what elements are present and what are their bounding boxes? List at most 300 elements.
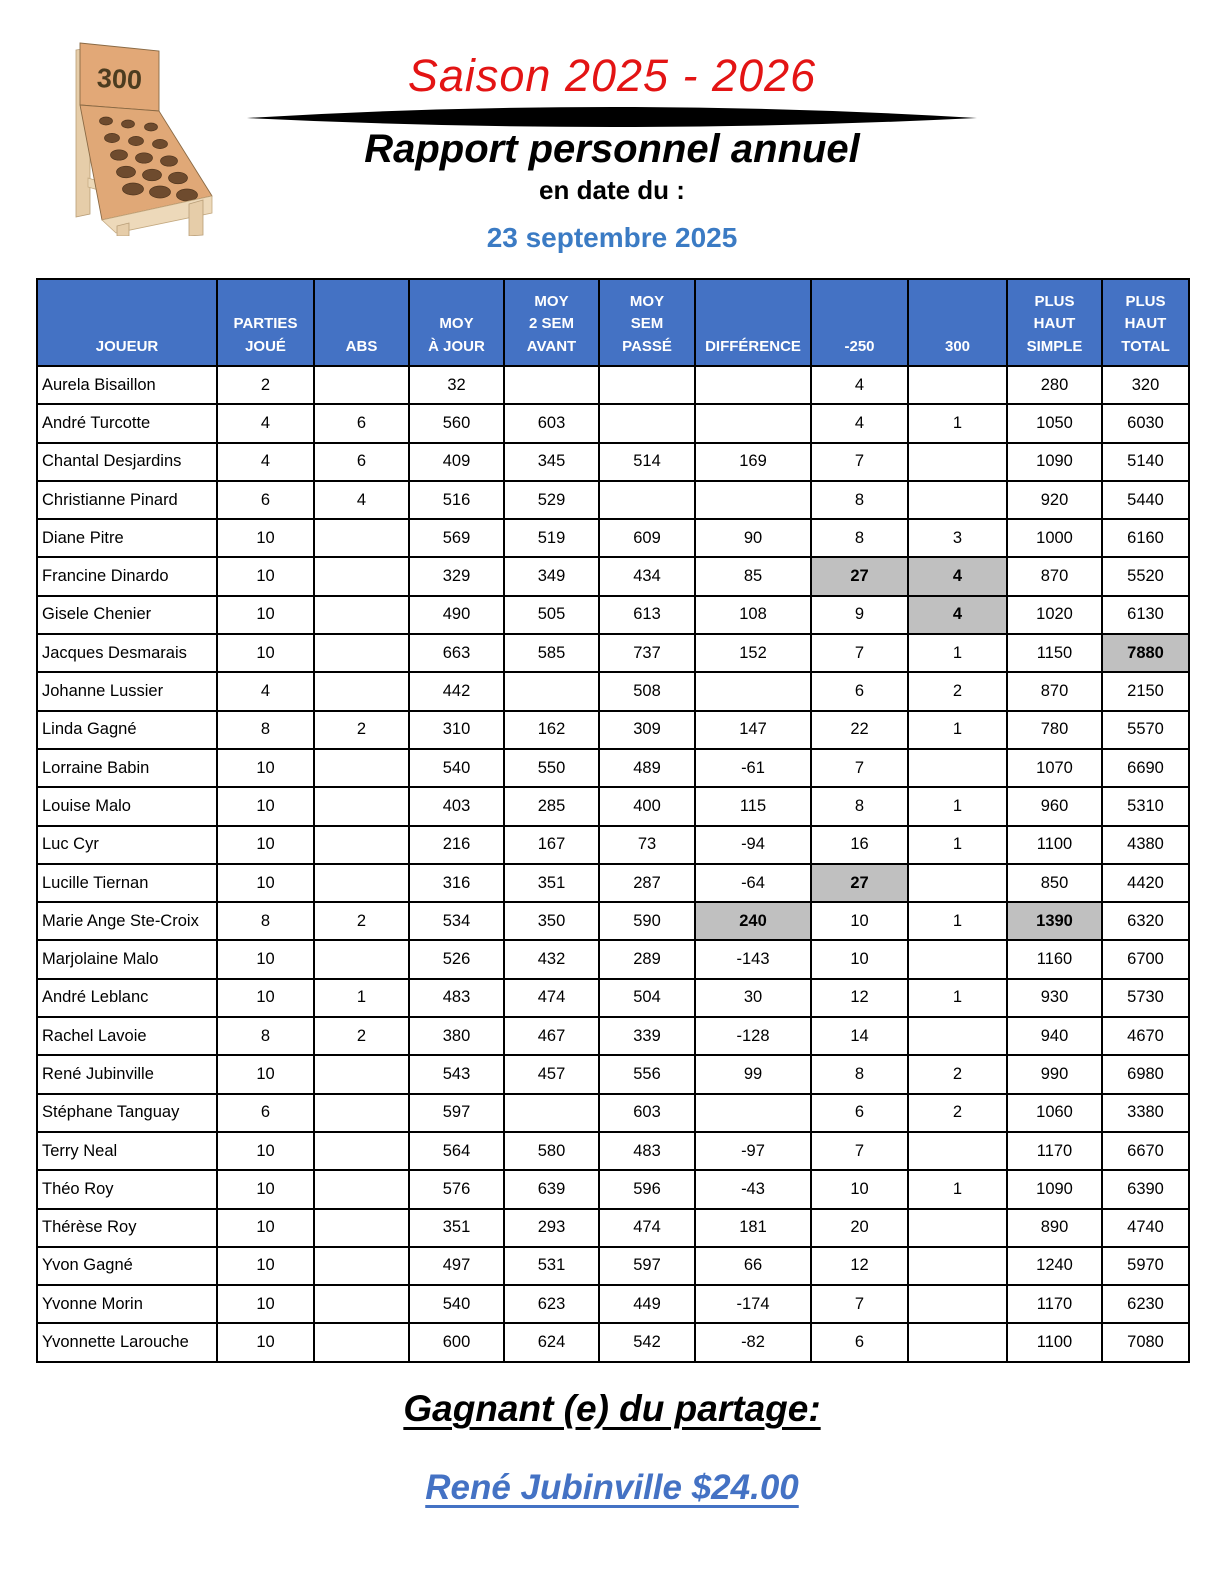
cell-parties_joue: 6 — [217, 1094, 314, 1132]
cell-parties_joue: 10 — [217, 1323, 314, 1361]
cell-moy_2sem_avant: 350 — [504, 902, 599, 940]
cell-moy_2sem_avant: 349 — [504, 557, 599, 595]
cell-c300: 1 — [908, 787, 1007, 825]
cell-moy_a_jour: 380 — [409, 1017, 504, 1055]
table-row — [37, 864, 1189, 902]
cell-moy_sem_passe: 400 — [599, 787, 695, 825]
table-row — [37, 1055, 1189, 1093]
player-name: Marie Ange Ste-Croix — [37, 902, 217, 940]
player-name: René Jubinville — [37, 1055, 217, 1093]
cell-parties_joue: 8 — [217, 1017, 314, 1055]
player-name: Rachel Lavoie — [37, 1017, 217, 1055]
cell-moins_250: 14 — [811, 1017, 908, 1055]
player-name: Marjolaine Malo — [37, 940, 217, 978]
cell-moy_a_jour: 663 — [409, 634, 504, 672]
cell-moy_a_jour: 600 — [409, 1323, 504, 1361]
cell-plus_haut_total: 2150 — [1102, 672, 1189, 710]
cell-plus_haut_total: 6030 — [1102, 404, 1189, 442]
cell-difference: 147 — [695, 711, 811, 749]
cell-difference: -174 — [695, 1285, 811, 1323]
player-name: Christianne Pinard — [37, 481, 217, 519]
cell-moy_sem_passe: 73 — [599, 826, 695, 864]
player-stats-table — [36, 278, 1190, 1363]
cell-plus_haut_simple: 1050 — [1007, 404, 1102, 442]
cell-moy_sem_passe — [599, 366, 695, 404]
table-row — [37, 1247, 1189, 1285]
cell-moy_2sem_avant: 531 — [504, 1247, 599, 1285]
cell-plus_haut_simple: 1100 — [1007, 826, 1102, 864]
cell-difference: 99 — [695, 1055, 811, 1093]
table-row — [37, 749, 1189, 787]
table-row — [37, 1132, 1189, 1170]
cell-difference: -43 — [695, 1170, 811, 1208]
cell-difference: 85 — [695, 557, 811, 595]
cell-plus_haut_total: 3380 — [1102, 1094, 1189, 1132]
cell-moy_2sem_avant: 550 — [504, 749, 599, 787]
column-header-abs: ABS — [314, 279, 409, 366]
cell-moy_2sem_avant: 345 — [504, 443, 599, 481]
cell-moy_a_jour: 540 — [409, 1285, 504, 1323]
cell-moins_250: 20 — [811, 1209, 908, 1247]
cell-moy_sem_passe: 489 — [599, 749, 695, 787]
cell-difference: 169 — [695, 443, 811, 481]
cell-parties_joue: 10 — [217, 749, 314, 787]
cell-moy_sem_passe: 289 — [599, 940, 695, 978]
cell-moy_2sem_avant — [504, 672, 599, 710]
cell-parties_joue: 10 — [217, 1285, 314, 1323]
cell-abs — [314, 826, 409, 864]
cell-plus_haut_total: 6130 — [1102, 596, 1189, 634]
cell-moins_250: 12 — [811, 1247, 908, 1285]
cell-moins_250: 9 — [811, 596, 908, 634]
cell-moy_2sem_avant: 467 — [504, 1017, 599, 1055]
cell-plus_haut_total: 4740 — [1102, 1209, 1189, 1247]
cell-moy_2sem_avant: 167 — [504, 826, 599, 864]
cell-moins_250: 6 — [811, 1094, 908, 1132]
cell-moy_sem_passe: 449 — [599, 1285, 695, 1323]
column-header-joueur: JOUEUR — [37, 279, 217, 366]
cell-moins_250: 7 — [811, 1132, 908, 1170]
player-name: Lorraine Babin — [37, 749, 217, 787]
cell-moins_250: 12 — [811, 979, 908, 1017]
cell-abs: 2 — [314, 711, 409, 749]
cell-plus_haut_simple: 940 — [1007, 1017, 1102, 1055]
cell-plus_haut_simple: 890 — [1007, 1209, 1102, 1247]
table-row — [37, 672, 1189, 710]
cell-parties_joue: 10 — [217, 1132, 314, 1170]
column-header-moy_a_jour: MOY À JOUR — [409, 279, 504, 366]
cell-moy_a_jour: 497 — [409, 1247, 504, 1285]
player-name: Gisele Chenier — [37, 596, 217, 634]
cell-c300 — [908, 1132, 1007, 1170]
cell-moy_2sem_avant: 529 — [504, 481, 599, 519]
table-row — [37, 826, 1189, 864]
cell-moins_250: 10 — [811, 902, 908, 940]
cell-c300 — [908, 1209, 1007, 1247]
cell-plus_haut_simple: 1090 — [1007, 443, 1102, 481]
cell-plus_haut_total: 6160 — [1102, 519, 1189, 557]
cell-plus_haut_simple: 780 — [1007, 711, 1102, 749]
cell-moy_2sem_avant: 580 — [504, 1132, 599, 1170]
cell-moins_250: 4 — [811, 404, 908, 442]
cell-difference: 66 — [695, 1247, 811, 1285]
date-value: 23 septembre 2025 — [486, 222, 738, 253]
cell-moy_2sem_avant: 162 — [504, 711, 599, 749]
cell-abs: 6 — [314, 404, 409, 442]
cell-moy_sem_passe: 474 — [599, 1209, 695, 1247]
cell-moy_sem_passe — [599, 404, 695, 442]
cell-moy_sem_passe: 434 — [599, 557, 695, 595]
cell-c300: 1 — [908, 902, 1007, 940]
cell-plus_haut_simple: 1020 — [1007, 596, 1102, 634]
table-row — [37, 366, 1189, 404]
table-row — [37, 979, 1189, 1017]
cell-plus_haut_total: 6320 — [1102, 902, 1189, 940]
cell-c300: 2 — [908, 1055, 1007, 1093]
cell-plus_haut_total: 6230 — [1102, 1285, 1189, 1323]
table-header-row — [37, 279, 1189, 366]
cell-plus_haut_total: 7880 — [1102, 634, 1189, 672]
table-row — [37, 1017, 1189, 1055]
cell-abs — [314, 366, 409, 404]
cell-moins_250: 16 — [811, 826, 908, 864]
cell-moy_sem_passe: 556 — [599, 1055, 695, 1093]
cell-plus_haut_simple: 1150 — [1007, 634, 1102, 672]
cell-moy_sem_passe: 596 — [599, 1170, 695, 1208]
cell-parties_joue: 10 — [217, 1055, 314, 1093]
cell-plus_haut_total: 7080 — [1102, 1323, 1189, 1361]
cell-moins_250: 27 — [811, 864, 908, 902]
cell-moy_a_jour: 32 — [409, 366, 504, 404]
cell-moins_250: 10 — [811, 940, 908, 978]
cell-abs — [314, 1094, 409, 1132]
table-row — [37, 1285, 1189, 1323]
cell-plus_haut_simple: 850 — [1007, 864, 1102, 902]
cell-moy_a_jour: 569 — [409, 519, 504, 557]
cell-difference: 240 — [695, 902, 811, 940]
table-body — [37, 366, 1189, 1362]
cell-plus_haut_total: 6980 — [1102, 1055, 1189, 1093]
cell-c300 — [908, 481, 1007, 519]
cell-plus_haut_simple: 1060 — [1007, 1094, 1102, 1132]
cell-moy_sem_passe: 339 — [599, 1017, 695, 1055]
cell-abs — [314, 1209, 409, 1247]
cell-moins_250: 22 — [811, 711, 908, 749]
cell-c300 — [908, 443, 1007, 481]
winner-label: Gagnant (e) du partage: — [403, 1388, 821, 1429]
cell-parties_joue: 4 — [217, 672, 314, 710]
cell-c300 — [908, 366, 1007, 404]
player-name: Johanne Lussier — [37, 672, 217, 710]
cell-plus_haut_total: 5570 — [1102, 711, 1189, 749]
cell-parties_joue: 10 — [217, 1247, 314, 1285]
cell-c300: 2 — [908, 672, 1007, 710]
cell-plus_haut_simple: 280 — [1007, 366, 1102, 404]
cell-plus_haut_total: 5730 — [1102, 979, 1189, 1017]
cell-plus_haut_total: 5140 — [1102, 443, 1189, 481]
cell-plus_haut_total: 6390 — [1102, 1170, 1189, 1208]
season-title: Saison 2025 - 2026 — [407, 50, 817, 101]
cell-plus_haut_total: 5310 — [1102, 787, 1189, 825]
cell-plus_haut_simple: 1390 — [1007, 902, 1102, 940]
cell-plus_haut_simple: 1170 — [1007, 1132, 1102, 1170]
cell-moy_a_jour: 310 — [409, 711, 504, 749]
cell-abs — [314, 940, 409, 978]
cell-abs — [314, 634, 409, 672]
cell-difference — [695, 481, 811, 519]
cell-moy_2sem_avant: 351 — [504, 864, 599, 902]
cell-parties_joue: 10 — [217, 826, 314, 864]
cell-abs — [314, 557, 409, 595]
cell-abs — [314, 672, 409, 710]
table-row — [37, 940, 1189, 978]
player-name: Yvonnette Larouche — [37, 1323, 217, 1361]
cell-c300: 1 — [908, 711, 1007, 749]
cell-moy_a_jour: 316 — [409, 864, 504, 902]
cell-moy_sem_passe: 504 — [599, 979, 695, 1017]
cell-moy_sem_passe — [599, 481, 695, 519]
table-row — [37, 1094, 1189, 1132]
cell-moy_2sem_avant: 457 — [504, 1055, 599, 1093]
cell-plus_haut_simple: 1240 — [1007, 1247, 1102, 1285]
table-row — [37, 596, 1189, 634]
cell-difference: -82 — [695, 1323, 811, 1361]
cell-parties_joue: 10 — [217, 1209, 314, 1247]
cell-plus_haut_simple: 1070 — [1007, 749, 1102, 787]
cell-difference: 181 — [695, 1209, 811, 1247]
cell-moins_250: 8 — [811, 787, 908, 825]
column-header-c300: 300 — [908, 279, 1007, 366]
cell-abs — [314, 1247, 409, 1285]
cell-abs — [314, 787, 409, 825]
cell-parties_joue: 8 — [217, 902, 314, 940]
cell-plus_haut_total: 4420 — [1102, 864, 1189, 902]
cell-difference — [695, 1094, 811, 1132]
player-name: Stéphane Tanguay — [37, 1094, 217, 1132]
cell-abs: 4 — [314, 481, 409, 519]
cell-moins_250: 6 — [811, 672, 908, 710]
cell-moy_a_jour: 526 — [409, 940, 504, 978]
cell-difference: 152 — [695, 634, 811, 672]
player-name: Thérèse Roy — [37, 1209, 217, 1247]
cell-abs — [314, 1170, 409, 1208]
cell-moy_sem_passe: 737 — [599, 634, 695, 672]
cell-parties_joue: 10 — [217, 1170, 314, 1208]
cell-moy_sem_passe: 508 — [599, 672, 695, 710]
column-header-parties_joue: PARTIES JOUÉ — [217, 279, 314, 366]
cell-moins_250: 10 — [811, 1170, 908, 1208]
cell-moy_2sem_avant: 623 — [504, 1285, 599, 1323]
cell-moins_250: 6 — [811, 1323, 908, 1361]
table-row — [37, 1209, 1189, 1247]
player-name: Chantal Desjardins — [37, 443, 217, 481]
cell-moy_a_jour: 543 — [409, 1055, 504, 1093]
cell-moy_2sem_avant: 639 — [504, 1170, 599, 1208]
cell-moy_a_jour: 442 — [409, 672, 504, 710]
cell-moy_a_jour: 216 — [409, 826, 504, 864]
cell-abs: 6 — [314, 443, 409, 481]
cell-difference: 30 — [695, 979, 811, 1017]
cell-moins_250: 8 — [811, 519, 908, 557]
cell-abs — [314, 1285, 409, 1323]
player-name: André Turcotte — [37, 404, 217, 442]
cell-c300: 2 — [908, 1094, 1007, 1132]
cell-moy_sem_passe: 597 — [599, 1247, 695, 1285]
player-name: Francine Dinardo — [37, 557, 217, 595]
table-row — [37, 404, 1189, 442]
cell-c300 — [908, 749, 1007, 787]
cell-plus_haut_total: 6700 — [1102, 940, 1189, 978]
cell-difference: 115 — [695, 787, 811, 825]
cell-plus_haut_simple: 920 — [1007, 481, 1102, 519]
cell-plus_haut_total: 4380 — [1102, 826, 1189, 864]
cell-plus_haut_simple: 1090 — [1007, 1170, 1102, 1208]
player-name: Diane Pitre — [37, 519, 217, 557]
cell-moy_sem_passe: 603 — [599, 1094, 695, 1132]
cell-parties_joue: 10 — [217, 940, 314, 978]
cell-moy_a_jour: 534 — [409, 902, 504, 940]
cell-moy_2sem_avant: 474 — [504, 979, 599, 1017]
column-header-moins_250: -250 — [811, 279, 908, 366]
cell-moy_a_jour: 403 — [409, 787, 504, 825]
cell-moy_a_jour: 597 — [409, 1094, 504, 1132]
cell-moy_sem_passe: 542 — [599, 1323, 695, 1361]
cell-plus_haut_simple: 1160 — [1007, 940, 1102, 978]
player-name: André Leblanc — [37, 979, 217, 1017]
table-header — [37, 279, 1189, 366]
cell-moy_sem_passe: 514 — [599, 443, 695, 481]
cell-c300 — [908, 1285, 1007, 1323]
column-header-difference: DIFFÉRENCE — [695, 279, 811, 366]
date-label: en date du : — [539, 175, 685, 205]
cell-moy_2sem_avant: 624 — [504, 1323, 599, 1361]
table-row — [37, 519, 1189, 557]
cell-plus_haut_total: 6690 — [1102, 749, 1189, 787]
table-row — [37, 787, 1189, 825]
cell-difference: 108 — [695, 596, 811, 634]
cell-c300 — [908, 940, 1007, 978]
cell-difference: -61 — [695, 749, 811, 787]
cell-parties_joue: 6 — [217, 481, 314, 519]
cell-abs — [314, 1323, 409, 1361]
cell-parties_joue: 10 — [217, 634, 314, 672]
cell-plus_haut_total: 5520 — [1102, 557, 1189, 595]
table-row — [37, 1170, 1189, 1208]
cell-moy_a_jour: 576 — [409, 1170, 504, 1208]
cell-parties_joue: 4 — [217, 443, 314, 481]
cell-parties_joue: 10 — [217, 864, 314, 902]
cell-moy_2sem_avant — [504, 1094, 599, 1132]
player-name: Terry Neal — [37, 1132, 217, 1170]
cell-parties_joue: 10 — [217, 596, 314, 634]
cell-parties_joue: 10 — [217, 787, 314, 825]
cell-moins_250: 27 — [811, 557, 908, 595]
cell-difference: -94 — [695, 826, 811, 864]
player-name: Théo Roy — [37, 1170, 217, 1208]
cell-moy_sem_passe: 613 — [599, 596, 695, 634]
cell-c300: 1 — [908, 979, 1007, 1017]
cell-plus_haut_simple: 930 — [1007, 979, 1102, 1017]
cell-plus_haut_simple: 960 — [1007, 787, 1102, 825]
table-row — [37, 481, 1189, 519]
cell-abs — [314, 749, 409, 787]
player-name: Luc Cyr — [37, 826, 217, 864]
player-name: Linda Gagné — [37, 711, 217, 749]
cell-moy_2sem_avant: 505 — [504, 596, 599, 634]
cell-moins_250: 7 — [811, 443, 908, 481]
cell-plus_haut_simple: 1000 — [1007, 519, 1102, 557]
column-header-moy_sem_passe: MOY SEM PASSÉ — [599, 279, 695, 366]
cell-parties_joue: 10 — [217, 979, 314, 1017]
cell-plus_haut_simple: 1100 — [1007, 1323, 1102, 1361]
table-row — [37, 1323, 1189, 1361]
cell-parties_joue: 4 — [217, 404, 314, 442]
cell-parties_joue: 8 — [217, 711, 314, 749]
cell-plus_haut_simple: 990 — [1007, 1055, 1102, 1093]
cell-abs: 2 — [314, 902, 409, 940]
cell-c300 — [908, 864, 1007, 902]
cell-moy_a_jour: 351 — [409, 1209, 504, 1247]
cell-moy_2sem_avant: 603 — [504, 404, 599, 442]
cell-moy_a_jour: 490 — [409, 596, 504, 634]
report-title: Rapport personnel annuel — [364, 127, 860, 171]
column-header-plus_haut_total: PLUS HAUT TOTAL — [1102, 279, 1189, 366]
cell-difference: -143 — [695, 940, 811, 978]
table-row — [37, 557, 1189, 595]
cell-moy_2sem_avant: 285 — [504, 787, 599, 825]
cell-c300: 1 — [908, 404, 1007, 442]
player-name: Jacques Desmarais — [37, 634, 217, 672]
cell-moy_2sem_avant: 519 — [504, 519, 599, 557]
cell-moy_2sem_avant — [504, 366, 599, 404]
cell-moy_a_jour: 409 — [409, 443, 504, 481]
cell-c300: 1 — [908, 634, 1007, 672]
winner-value: René Jubinville $24.00 — [425, 1468, 799, 1507]
cell-c300: 4 — [908, 557, 1007, 595]
cell-c300 — [908, 1017, 1007, 1055]
cell-difference: -97 — [695, 1132, 811, 1170]
column-header-moy_2sem_avant: MOY 2 SEM AVANT — [504, 279, 599, 366]
cell-moy_a_jour: 483 — [409, 979, 504, 1017]
cell-moy_a_jour: 329 — [409, 557, 504, 595]
cell-moy_2sem_avant: 585 — [504, 634, 599, 672]
cell-c300: 1 — [908, 1170, 1007, 1208]
cell-c300: 1 — [908, 826, 1007, 864]
cell-moy_a_jour: 564 — [409, 1132, 504, 1170]
cell-moy_sem_passe: 309 — [599, 711, 695, 749]
cell-moy_sem_passe: 609 — [599, 519, 695, 557]
board-300-label: 300 — [96, 62, 143, 96]
player-name: Yvon Gagné — [37, 1247, 217, 1285]
cell-plus_haut_total: 4670 — [1102, 1017, 1189, 1055]
cell-plus_haut_total: 6670 — [1102, 1132, 1189, 1170]
cell-abs: 2 — [314, 1017, 409, 1055]
table-row — [37, 634, 1189, 672]
cell-difference — [695, 366, 811, 404]
cell-difference — [695, 404, 811, 442]
cell-moy_a_jour: 560 — [409, 404, 504, 442]
cell-abs — [314, 1132, 409, 1170]
player-name: Aurela Bisaillon — [37, 366, 217, 404]
cell-abs — [314, 1055, 409, 1093]
cell-plus_haut_total: 5440 — [1102, 481, 1189, 519]
player-name: Louise Malo — [37, 787, 217, 825]
cell-plus_haut_simple: 870 — [1007, 557, 1102, 595]
cell-moy_2sem_avant: 432 — [504, 940, 599, 978]
cell-c300: 4 — [908, 596, 1007, 634]
cell-parties_joue: 10 — [217, 557, 314, 595]
cell-moy_sem_passe: 590 — [599, 902, 695, 940]
